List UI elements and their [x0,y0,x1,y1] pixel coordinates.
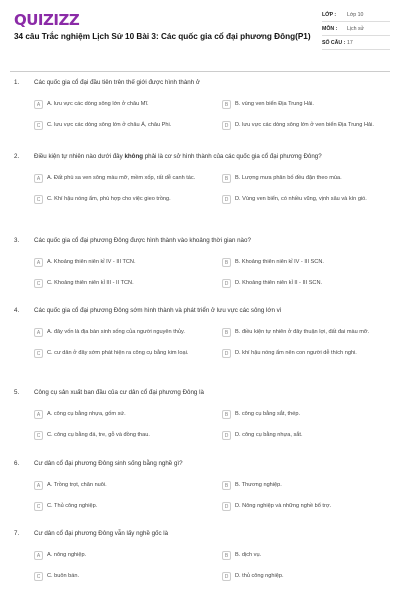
option-key-box: B [222,410,231,419]
info-label: SỐ CÂU : [322,39,346,46]
question-number: 1. [14,79,20,86]
info-value: Lớp 10 [347,11,364,18]
option-text: B. điều kiện tự nhiên ở đây thuận lợi, đất đai màu mỡ. [235,329,370,335]
option-b[interactable] [222,325,400,340]
question-5 [14,389,390,443]
question-text [34,153,390,160]
option-d[interactable] [222,499,400,514]
option-d[interactable] [222,192,400,207]
question-text: Các quốc gia cổ đại đầu tiên trên thế giới được hình thành ở [34,79,200,86]
option-b[interactable] [222,407,400,422]
option-text: C. buôn bán. [47,573,80,579]
option-b[interactable] [222,97,400,112]
option-text: B. Khoảng thiên niên kỉ IV - III SCN. [235,259,324,265]
option-c[interactable] [34,569,216,584]
option-a[interactable] [34,325,216,340]
info-row-class [322,8,390,22]
option-key-box: C [34,279,43,288]
question-number: 2. [14,153,20,160]
info-row-question-count [322,36,390,50]
option-a[interactable] [34,548,216,563]
option-text: C. Khoảng thiên niên kỉ III - II TCN. [47,280,134,286]
option-b[interactable] [222,478,400,493]
option-text: A. Trồng trọt, chăn nuôi. [47,482,107,488]
option-d[interactable] [222,346,400,361]
option-key-box: C [34,121,43,130]
option-key-box: B [222,258,231,267]
option-a[interactable] [34,255,216,270]
option-key-box: A [34,258,43,267]
option-key-box: B [222,551,231,560]
option-key-box: C [34,349,43,358]
option-text: B. Thương nghiệp. [235,482,282,488]
option-key-box: C [34,502,43,511]
question-number: 6. [14,460,20,467]
option-b[interactable] [222,171,400,186]
option-a[interactable] [34,97,216,112]
question-text-after: phải là cơ sở hình thành của các quốc gia cổ đại phương Đông? [143,153,322,160]
question-2 [14,153,390,207]
option-key-box: C [34,195,43,204]
option-d[interactable] [222,428,400,443]
option-text: D. thủ công nghiệp. [235,573,284,579]
option-text: C. Thủ công nghiệp. [47,503,98,509]
option-d[interactable] [222,569,400,584]
option-c[interactable] [34,276,216,291]
option-d[interactable] [222,276,400,291]
question-1 [14,79,390,133]
info-label: MÔN : [322,25,338,32]
option-text: C. Khí hậu nóng ẩm, phù hợp cho việc gieo trồng. [47,196,171,202]
question-number: 3. [14,237,20,244]
question-4 [14,307,390,361]
option-text: D. Nông nghiệp và những nghề bổ trợ. [235,503,332,509]
info-box [322,8,390,50]
option-key-box: D [222,121,231,130]
info-row-subject [322,22,390,36]
option-key-box: B [222,328,231,337]
question-text: Cư dân cổ đại phương Đông vẫn lấy nghề gốc là [34,530,169,537]
option-c[interactable] [34,499,216,514]
question-7 [14,530,390,584]
option-key-box: A [34,551,43,560]
option-a[interactable] [34,171,216,186]
question-number: 7. [14,530,20,537]
option-c[interactable] [34,118,216,133]
info-label: LỚP : [322,11,337,18]
option-key-box: D [222,279,231,288]
option-c[interactable] [34,192,216,207]
option-b[interactable] [222,548,400,563]
option-key-box: B [222,174,231,183]
question-6 [14,460,390,514]
option-key-box: A [34,174,43,183]
option-key-box: A [34,410,43,419]
question-text: Các quốc gia cổ đại phương Đông được hình thành vào khoảng thời gian nào? [34,237,251,244]
option-a[interactable] [34,407,216,422]
question-text-emphasis: không [124,153,143,160]
question-text: Cư dân cổ đại phương Đông sinh sống bằng nghề gì? [34,460,183,467]
info-value: 17 [347,39,353,46]
option-text: A. lưu vực các dòng sông lớn ở châu Mĩ. [47,101,149,107]
option-text: B. công cụ bằng sắt, thép. [235,411,300,417]
option-c[interactable] [34,428,216,443]
option-key-box: C [34,431,43,440]
option-key-box: B [222,481,231,490]
option-key-box: D [222,349,231,358]
page-title: 34 câu Trắc nghiệm Lịch Sử 10 Bài 3: Các quốc gia cổ đại phương Đông(P1) [14,32,311,41]
option-text: D. lưu vực các dòng sông lớn ở ven biển Địa Trung Hải. [235,122,374,128]
option-key-box: A [34,328,43,337]
question-number: 5. [14,389,20,396]
option-key-box: D [222,572,231,581]
option-key-box: A [34,100,43,109]
option-b[interactable] [222,255,400,270]
option-key-box: A [34,481,43,490]
option-text: A. Khoảng thiên niên kỉ IV - III TCN. [47,259,136,265]
option-text: C. lưu vực các dòng sông lớn ở châu Á, châu Phi. [47,122,172,128]
option-text: D. Vùng ven biển, có nhiều vũng, vịnh sâu và kín gió. [235,196,367,202]
question-text-before: Điều kiện tự nhiên nào dưới đây [34,153,125,160]
option-text: A. Đất phù sa ven sông màu mỡ, mềm xốp, rất dễ canh tác. [47,175,196,181]
option-text: D. công cụ bằng nhựa, sắt. [235,432,303,438]
option-text: B. Lượng mưa phân bố đều đặn theo mùa. [235,175,342,181]
option-key-box: D [222,195,231,204]
info-value: Lịch sử [347,25,365,32]
option-key-box: D [222,431,231,440]
question-text: Các quốc gia cổ đại phương Đông sớm hình thành và phát triển ở lưu vực các sông lớn vì [34,307,282,314]
option-a[interactable] [34,478,216,493]
option-text: B. vùng ven biển Địa Trung Hải. [235,101,314,107]
question-number: 4. [14,307,20,314]
header-divider [10,71,390,72]
question-text: Công cụ sản xuất ban đầu của cư dân cổ đại phương Đông là [34,389,204,396]
option-text: C. cư dân ở đây sớm phát hiện ra công cụ bằng kim loại. [47,350,189,356]
option-text: A. công cụ bằng nhựa, gốm sứ. [47,411,126,417]
option-text: C. công cụ bằng đá, tre, gỗ và đồng thau. [47,432,150,438]
option-text: A. nông nghiệp. [47,552,87,558]
option-text: B. dịch vụ. [235,552,262,558]
question-3 [14,237,390,291]
option-text: D. Khoảng thiên niên kỉ II - III SCN. [235,280,323,286]
option-d[interactable] [222,118,400,133]
option-c[interactable] [34,346,216,361]
option-key-box: D [222,502,231,511]
option-text: D. khí hậu nóng ẩm nên con người dễ thích nghi. [235,350,357,356]
option-key-box: C [34,572,43,581]
option-text: A. đây vốn là địa bàn sinh sống của người nguyên thủy. [47,329,185,335]
quizizz-logo: QUIZIZZ [14,11,80,29]
option-key-box: B [222,100,231,109]
